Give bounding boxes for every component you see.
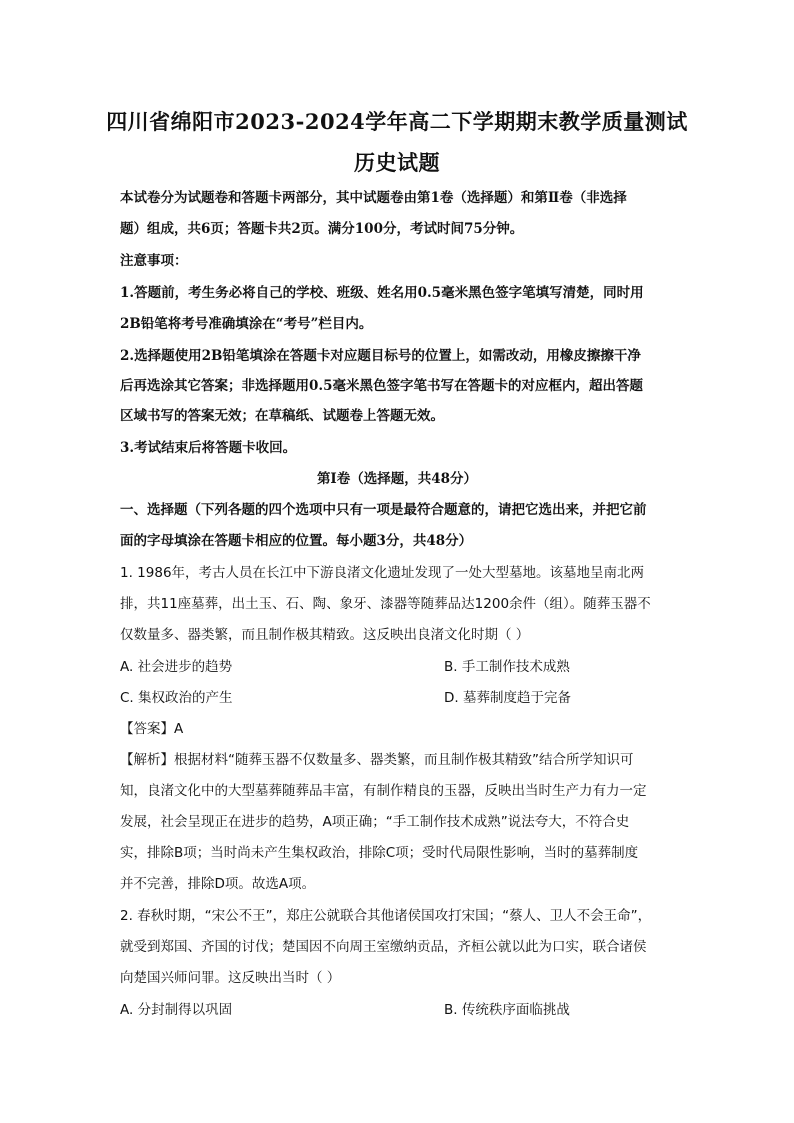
document-subtitle: 历史试题	[354, 150, 440, 175]
section-heading: 第Ⅰ卷（选择题，共48分）	[316, 471, 478, 487]
section-instructions: 面的字母填涂在答题卡相应的位置。每小题3分，共48分）	[120, 533, 473, 549]
notes-heading: 注意事项：	[120, 253, 188, 269]
question-2-stem: 2. 春秋时期，“宋公不王”，郑庄公就联合其他诸侯国攻打宋国；“蔡人、卫人不会王命”，	[120, 908, 652, 924]
note-1: 2B铅笔将考号准确填涂在“考号”栏目内。	[120, 316, 373, 332]
question-1-stem: 1. 1986年，考古人员在长江中下游良渚文化遗址发现了一处大型墓地。该墓地呈南北两	[120, 565, 645, 581]
note-3: 3.考试结束后将答题卡收回。	[120, 440, 297, 456]
question-1-analysis: 并不完善，排除D项。故选A项。	[120, 876, 316, 892]
question-1-option-c: C. 集权政治的产生	[120, 690, 233, 706]
question-1-answer: 【答案】A	[120, 721, 184, 737]
question-1-analysis: 实，排除B项；当时尚未产生集权政治，排除C项；受时代局限性影响，当时的墓葬制度	[120, 845, 639, 861]
question-2-option-a: A. 分封制得以巩固	[120, 1002, 233, 1018]
question-2-stem: 就受到郑国、齐国的讨伐；楚国因不向周王室缴纳贡品，齐桓公就以此为口实，联合诸侯	[120, 939, 647, 955]
note-2: 后再选涂其它答案；非选择题用0.5毫米黑色签字笔书写在答题卡的对应框内，超出答题	[120, 378, 643, 394]
note-2: 区域书写的答案无效；在草稿纸、试题卷上答题无效。	[120, 408, 444, 424]
note-1: 1.答题前，考生务必将自己的学校、班级、姓名用0.5毫米黑色签字笔填写清楚，同时用	[120, 285, 644, 301]
question-1-analysis: 知，良渚文化中的大型墓葬随葬品丰富，有制作精良的玉器，反映出当时生产力有力一定	[120, 783, 647, 799]
question-2-option-b: B. 传统秩序面临挑战	[444, 1002, 570, 1018]
question-1-analysis: 发展，社会呈现正在进步的趋势，A项正确；“手工制作技术成熟”说法夸大，不符合史	[120, 814, 630, 830]
question-1-stem: 仅数量多、器类繁，而且制作极其精致。这反映出良渚文化时期（ ）	[120, 627, 530, 643]
question-1-stem: 排，共11座墓葬，出土玉、石、陶、象牙、漆器等随葬品达1200余件（组）。随葬玉器不	[120, 596, 651, 612]
document-title: 四川省绵阳市2023-2024学年高二下学期期末教学质量测试	[106, 109, 688, 134]
question-1-analysis: 【解析】根据材料“随葬玉器不仅数量多、器类繁，而且制作极其精致”结合所学知识可	[120, 752, 634, 768]
intro-line: 题）组成，共6页；答题卡共2页。满分100分，考试时间75分钟。	[120, 221, 524, 237]
question-1-option-b: B. 手工制作技术成熟	[444, 659, 570, 675]
note-2: 2.选择题使用2B铅笔填涂在答题卡对应题目标号的位置上，如需改动，用橡皮擦擦干净	[120, 348, 641, 364]
question-2-stem: 向楚国兴师问罪。这反映出当时（ ）	[120, 970, 341, 986]
section-instructions: 一、选择题（下列各题的四个选项中只有一项是最符合题意的，请把它选出来，并把它前	[120, 502, 647, 518]
question-1-option-a: A. 社会进步的趋势	[120, 659, 233, 675]
question-1-option-d: D. 墓葬制度趋于完备	[444, 690, 571, 706]
intro-line: 本试卷分为试题卷和答题卡两部分，其中试题卷由第1卷（选择题）和第Ⅱ卷（非选择	[120, 190, 627, 206]
